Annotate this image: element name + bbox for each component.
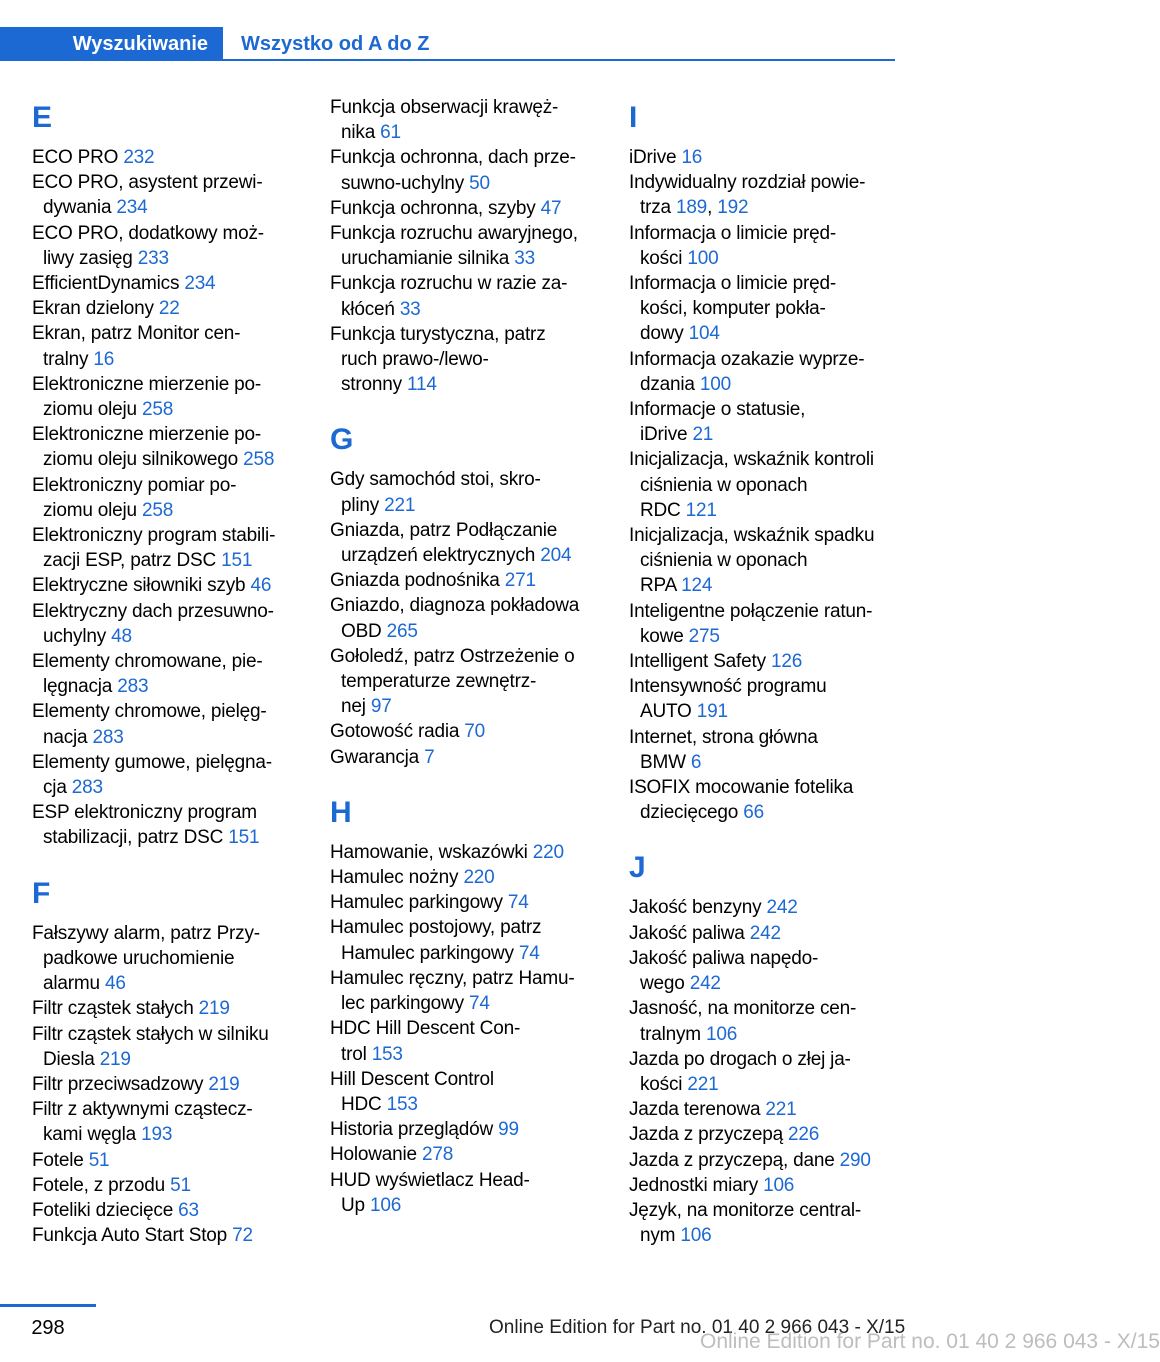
entry-text: Informacja o limicie pręd- [629, 273, 837, 295]
index-entry [629, 1122, 897, 1147]
index-section [629, 845, 897, 1248]
page-link[interactable]: 204 [540, 545, 572, 567]
entry-text: ECO PRO [32, 147, 124, 168]
entry-text: Intensywność programu [629, 676, 827, 698]
entry-text: Elektryczne siłowniki szyb [32, 575, 251, 597]
index-entry [32, 750, 302, 800]
page-link[interactable]: 226 [788, 1124, 820, 1146]
index-entry [330, 568, 600, 593]
index-entry [32, 1097, 302, 1147]
index-entry [32, 649, 302, 699]
entry-text: Filtr cząstek stałych w silniku [32, 1023, 269, 1045]
page-link[interactable]: 51 [170, 1174, 191, 1196]
entry-text: Jakość paliwa napędo- [629, 947, 819, 969]
entry-text: suwno-uchylny [341, 172, 470, 194]
index-entry [330, 1168, 600, 1218]
entry-text: Elementy chromowe, pielęg- [32, 701, 267, 723]
entry-text: ECO PRO, dodatkowy moż- [32, 222, 264, 244]
section-letter: G [330, 423, 354, 457]
entry-text: Elementy gumowe, pielęgna- [32, 751, 272, 773]
page-link[interactable]: 22 [158, 298, 180, 320]
page-link[interactable]: 50 [469, 172, 490, 194]
entry-text: Holowanie [330, 1144, 422, 1166]
entry-text: nej [341, 696, 371, 718]
entry-text: padkowe uruchomienie [43, 947, 235, 969]
entry-text: iDrive [629, 147, 682, 168]
page-link[interactable]: 221 [687, 1073, 719, 1095]
page-link[interactable]: 193 [141, 1124, 173, 1146]
entry-text: Fałszywy alarm, patrz Przy- [32, 922, 260, 944]
entry-text: alarmu [43, 973, 105, 995]
page-link[interactable]: 51 [88, 1149, 110, 1171]
entry-text: Język, na monitorze central- [629, 1199, 861, 1221]
entry-text: Funkcja Auto Start Stop [32, 1225, 233, 1247]
entry-text: uruchamianie silnika [341, 248, 515, 270]
entry-text: Elektroniczne mierzenie po- [32, 373, 262, 395]
entry-text: Fotele, z przodu [32, 1174, 171, 1196]
page-link[interactable]: 258 [141, 399, 174, 421]
index-entry [629, 921, 897, 946]
entry-text: nym [640, 1225, 681, 1247]
entry-text: Hamulec postojowy, patrz [330, 917, 542, 939]
page-link[interactable]: 74 [518, 942, 540, 964]
index-entry [330, 467, 600, 517]
index-entry [629, 145, 897, 170]
entry-text: dziecięcego [640, 802, 744, 824]
entry-text: nika [341, 122, 381, 144]
entry-text: Gdy samochód stoi, skro- [330, 469, 541, 491]
entry-text: Ekran dzielony [32, 298, 159, 320]
index-entry [330, 593, 600, 643]
entry-text: Jazda terenowa [629, 1099, 766, 1121]
index-entry [330, 865, 600, 890]
entry-text: Jasność, na monitorze cen- [629, 998, 857, 1020]
entry-text: Hill Descent Control [330, 1068, 494, 1090]
section-letter: E [32, 101, 53, 134]
entry-text: ECO PRO, asystent przewi- [32, 172, 263, 194]
entry-text: HUD wyświetlacz Head- [330, 1169, 530, 1191]
entry-text: nacja [43, 726, 93, 748]
page-link[interactable]: 124 [681, 575, 713, 597]
page-link[interactable]: 47 [540, 197, 562, 219]
header-tabbar [0, 27, 895, 63]
page-link[interactable]: 278 [422, 1144, 454, 1166]
index-entry [330, 915, 600, 965]
entry-text: Informacje o statusie, [629, 399, 806, 421]
index-entry [32, 921, 302, 997]
page-link[interactable]: 220 [463, 867, 495, 889]
page-link[interactable]: 126 [770, 651, 803, 673]
entry-text: kości, komputer pokła- [640, 298, 826, 320]
entry-text: wego [640, 973, 690, 995]
page-link[interactable]: 220 [532, 841, 564, 863]
entry-text: zacji ESP, patrz DSC [43, 550, 222, 572]
entry-text: Funkcja turystyczna, patrz [330, 323, 546, 345]
page-link[interactable]: 234 [184, 273, 216, 295]
page-link[interactable]: 100 [699, 373, 731, 395]
entry-text: pliny [341, 494, 385, 516]
index-entry [330, 322, 600, 398]
entry-text: AUTO [640, 701, 697, 723]
entry-text: stabilizacji, patrz DSC [43, 827, 229, 849]
edition-note: Online Edition for Part no. 01 40 2 966 043 - X/15 [489, 1317, 906, 1338]
entry-text: Foteliki dziecięce [32, 1199, 179, 1221]
page-link[interactable]: 191 [696, 701, 728, 723]
index-entry [32, 996, 302, 1021]
page-link[interactable]: 221 [384, 494, 416, 516]
index-entry [32, 599, 302, 649]
entry-text: Hamulec ręczny, patrz Hamu- [330, 967, 575, 989]
entry-text: HDC [341, 1093, 387, 1115]
page-link[interactable]: 99 [498, 1119, 519, 1141]
entry-text: urządzeń elektrycznych [341, 545, 541, 567]
index-entry [330, 644, 600, 720]
index-entry [330, 271, 600, 321]
entry-text: ruch prawo-/lewo- [341, 349, 489, 371]
entry-text: kości [640, 247, 688, 269]
tab-search[interactable] [0, 27, 223, 61]
page-link[interactable]: 21 [692, 424, 714, 446]
entry-text: Funkcja ochronna, dach prze- [330, 147, 576, 169]
index-entry [32, 321, 302, 371]
index-entry [629, 895, 897, 920]
index-entry [629, 725, 897, 775]
page-link[interactable]: 219 [99, 1048, 131, 1070]
index-entry [629, 397, 897, 447]
index-column-1 [32, 95, 302, 1248]
index-entry [32, 473, 302, 523]
entry-text: Funkcja rozruchu w razie za- [330, 273, 568, 295]
entry-text: Inicjalizacja, wskaźnik kontroli [629, 449, 874, 471]
entry-text: Jazda z przyczepą [629, 1124, 789, 1146]
entry-text: Gniazda podnośnika [330, 570, 505, 592]
page-link[interactable]: 290 [839, 1149, 871, 1171]
entry-text: ESP elektroniczny program [32, 802, 257, 824]
index-entry [32, 296, 302, 321]
section-letter: H [330, 795, 352, 829]
entry-text: Funkcja rozruchu awaryjnego, [330, 223, 578, 245]
page-link[interactable]: 74 [468, 993, 490, 1015]
index-entry [330, 1067, 600, 1117]
page-link[interactable]: 7 [424, 746, 435, 768]
index-entry [629, 946, 897, 996]
index-entry [330, 890, 600, 915]
page-link[interactable]: 221 [765, 1099, 797, 1121]
index-entry [32, 1198, 302, 1223]
index-entry [32, 1223, 302, 1248]
entry-text: Filtr przeciwsadzowy [32, 1073, 209, 1095]
entry-text: Internet, strona główna [629, 726, 818, 748]
index-entry [629, 1097, 897, 1122]
entry-text: Jazda po drogach o złej ja- [629, 1048, 851, 1070]
entry-text: BMW [640, 751, 691, 773]
section-letter: J [629, 851, 646, 885]
page-link[interactable]: 283 [71, 777, 103, 799]
index-entry [330, 145, 600, 195]
index-entry [330, 518, 600, 568]
entry-text: Historia przeglądów [330, 1119, 499, 1141]
index-entry [330, 221, 600, 271]
page-link[interactable]: 192 [717, 197, 749, 219]
index-entry [32, 372, 302, 422]
page-link[interactable]: 106 [369, 1194, 402, 1216]
header-rule [223, 59, 895, 61]
index-entry [629, 599, 897, 649]
page-link[interactable]: 46 [250, 575, 272, 597]
entry-text: Elementy chromowane, pie- [32, 651, 263, 673]
entry-text: uchylny [43, 625, 112, 647]
page-link[interactable]: 151 [228, 827, 260, 849]
page-link[interactable]: 106 [705, 1023, 738, 1045]
entry-text: temperaturze zewnętrz- [341, 671, 537, 693]
entry-text: Jednostki miary [629, 1174, 764, 1196]
index-section [32, 95, 302, 851]
entry-text: Gołoledź, patrz Ostrzeżenie o [330, 645, 575, 667]
index-section [330, 95, 600, 397]
entry-text: Funkcja obserwacji krawęż- [330, 97, 559, 118]
page-link[interactable]: 265 [386, 620, 418, 642]
index-entry [629, 775, 897, 825]
page-link[interactable]: 61 [380, 122, 401, 144]
index-entry [330, 966, 600, 1016]
entry-text: RDC [640, 499, 686, 521]
entry-text: Elektroniczne mierzenie po- [32, 424, 262, 446]
entry-text: Jakość benzyny [629, 897, 767, 919]
page-link[interactable]: 283 [117, 676, 149, 698]
entry-text: cja [43, 777, 72, 799]
entry-text: ciśnienia w oponach [640, 474, 808, 496]
index-entry [330, 719, 600, 744]
tab-a-to-z-label: Wszystko od A do Z [241, 32, 430, 55]
entry-text: Fotele [32, 1149, 89, 1171]
page-link[interactable]: 74 [507, 892, 529, 914]
page-link[interactable]: 232 [123, 147, 155, 168]
index-section [330, 790, 600, 1218]
index-entry [32, 1072, 302, 1097]
page-link[interactable]: 48 [111, 625, 132, 647]
entry-text: Elektroniczny program stabili- [32, 525, 276, 547]
entry-text: Informacja ozakazie wyprze- [629, 348, 865, 370]
page-link[interactable]: 16 [681, 147, 703, 168]
entry-text: Gotowość radia [330, 721, 465, 743]
entry-text: tralnym [640, 1023, 706, 1045]
index-entry [629, 347, 897, 397]
entry-text: ziomu oleju [43, 399, 142, 421]
page-link[interactable]: 234 [116, 197, 148, 219]
tab-search-label: Wyszukiwanie [72, 32, 208, 55]
page-link[interactable]: 219 [198, 998, 230, 1020]
index-section [32, 871, 302, 1249]
page-number: 298 [31, 1317, 65, 1339]
entry-text: Gwarancja [330, 746, 425, 768]
entry-text: tralny [43, 348, 94, 370]
entry-text: Indywidualny rozdział powie- [629, 172, 866, 194]
index-entry [629, 271, 897, 347]
tab-a-to-z[interactable] [241, 27, 430, 61]
entry-text: dzania [640, 373, 700, 395]
page-link[interactable]: 6 [690, 751, 702, 773]
index-entry [32, 1148, 302, 1173]
entry-text: Hamowanie, wskazówki [330, 841, 533, 863]
page-link[interactable]: 189 [675, 197, 708, 219]
page-link[interactable]: 66 [743, 802, 764, 824]
index-entry [330, 196, 600, 221]
index-entry [32, 1173, 302, 1198]
index-entry [629, 1148, 897, 1173]
section-letter: I [629, 101, 638, 134]
entry-text: kości [640, 1073, 688, 1095]
index-entry [32, 221, 302, 271]
index-entry [32, 573, 302, 598]
index-entry [629, 1047, 897, 1097]
entry-text: Filtr cząstek stałych [32, 998, 199, 1020]
page-link[interactable]: 63 [178, 1199, 199, 1221]
entry-text: Gniazda, patrz Podłączanie [330, 519, 558, 541]
entry-text: ciśnienia w oponach [640, 550, 808, 572]
page-link[interactable]: 16 [93, 348, 115, 370]
entry-text: EfficientDynamics [32, 273, 185, 295]
index-entry [32, 800, 302, 850]
entry-text: stronny [341, 374, 407, 396]
entry-text: Elektryczny dach przesuwno- [32, 600, 274, 622]
page-link[interactable]: 283 [92, 726, 124, 748]
page-link[interactable]: 106 [763, 1174, 795, 1196]
page-link[interactable]: 104 [688, 323, 720, 345]
entry-text: Intelligent Safety [629, 651, 771, 673]
entry-text: Diesla [43, 1048, 100, 1070]
page-link[interactable]: 258 [243, 449, 275, 471]
entry-text: Jazda z przyczepą, dane [629, 1149, 840, 1171]
footer-rule [0, 1304, 96, 1307]
page-link[interactable]: 153 [386, 1093, 418, 1115]
index-entry [32, 422, 302, 472]
page-link[interactable]: 100 [687, 247, 719, 269]
entry-text: iDrive [640, 424, 693, 446]
index-column-3 [629, 95, 897, 1248]
index-entry [629, 1173, 897, 1198]
entry-text: dowy [640, 323, 689, 345]
page-link[interactable]: 233 [137, 247, 169, 269]
entry-text: Inicjalizacja, wskaźnik spadku [629, 525, 875, 547]
index-entry [629, 674, 897, 724]
index-section [629, 95, 897, 825]
page-link[interactable]: 72 [232, 1225, 253, 1247]
index-entry [629, 447, 897, 523]
page-link[interactable]: 114 [407, 374, 437, 396]
index-entry [32, 699, 302, 749]
page-link[interactable]: 219 [208, 1073, 240, 1095]
entry-text: Elektroniczny pomiar po- [32, 474, 237, 496]
page-link[interactable]: 275 [688, 625, 720, 647]
index-entry [629, 649, 897, 674]
page-link[interactable]: 70 [464, 721, 486, 743]
entry-text: Hamulec parkingowy [341, 942, 519, 964]
entry-text: Hamulec nożny [330, 867, 464, 889]
entry-text: Filtr z aktywnymi cząstecz- [32, 1099, 253, 1121]
index-entry: Indywidualny rozdział powie- trza 189, 192 [629, 172, 866, 219]
page-link[interactable]: 258 [141, 499, 174, 521]
entry-text: OBD [341, 620, 387, 642]
index-section [330, 417, 600, 769]
entry-text: Informacja o limicie pręd- [629, 222, 837, 244]
index-column-2 [330, 95, 600, 1218]
index-entry [32, 170, 302, 220]
entry-text: Ekran, patrz Monitor cen- [32, 323, 241, 345]
index-entry [330, 1016, 600, 1066]
entry-text: Jakość paliwa [629, 922, 750, 944]
index-entry [330, 1117, 600, 1142]
index-entry [330, 1142, 600, 1167]
index-entry [32, 1022, 302, 1072]
entry-text: kowe [640, 625, 689, 647]
page-link[interactable]: 242 [689, 973, 721, 995]
index-entry [330, 840, 600, 865]
entry-text: Up [341, 1194, 370, 1216]
page-link[interactable]: 242 [749, 922, 781, 944]
index-entry [330, 95, 600, 145]
entry-text: liwy zasięg [43, 247, 138, 269]
entry-text: trol [341, 1043, 372, 1065]
entry-text: kłóceń [341, 298, 400, 320]
entry-text: ziomu oleju [43, 499, 142, 521]
entry-text: kami węgla [43, 1124, 142, 1146]
index-entry [629, 1198, 897, 1248]
entry-text: Inteligentne połączenie ratun- [629, 600, 873, 622]
entry-text: Hamulec parkingowy [330, 892, 508, 914]
entry-text: ISOFIX mocowanie fotelika [629, 777, 854, 799]
index-entry [32, 271, 302, 296]
page-link[interactable]: 33 [399, 298, 421, 320]
entry-text: lec parkingowy [341, 993, 469, 1015]
entry-text: trza [640, 197, 676, 219]
index-entry [629, 996, 897, 1046]
index-entry [629, 221, 897, 271]
index-entry [629, 523, 897, 599]
index-entry [32, 145, 302, 170]
entry-text: dywania [43, 197, 117, 219]
entry-text: ziomu oleju silnikowego [43, 449, 244, 471]
entry-text: HDC Hill Descent Con- [330, 1018, 521, 1040]
page-link[interactable]: 271 [504, 570, 536, 592]
page-link[interactable]: 33 [514, 248, 535, 270]
page-link[interactable]: 46 [104, 973, 126, 995]
watermark: Online Edition for Part no. 01 40 2 966 043 - X/15 [700, 1330, 1160, 1353]
entry-text: RPA [640, 575, 682, 597]
index-entry [330, 745, 600, 770]
entry-text: Funkcja ochronna, szyby [330, 197, 541, 219]
entry-text: lęgnacja [43, 676, 118, 698]
page-link[interactable]: 153 [371, 1043, 403, 1065]
entry-text: Gniazdo, diagnoza pokładowa [330, 595, 580, 617]
page-link[interactable]: 151 [221, 550, 253, 572]
page-link[interactable]: 121 [685, 499, 717, 521]
page-link[interactable]: 97 [370, 696, 392, 718]
index-entry [32, 523, 302, 573]
section-letter: F [32, 876, 51, 910]
page-link[interactable]: 106 [680, 1225, 712, 1247]
page-link[interactable]: 242 [766, 897, 798, 919]
